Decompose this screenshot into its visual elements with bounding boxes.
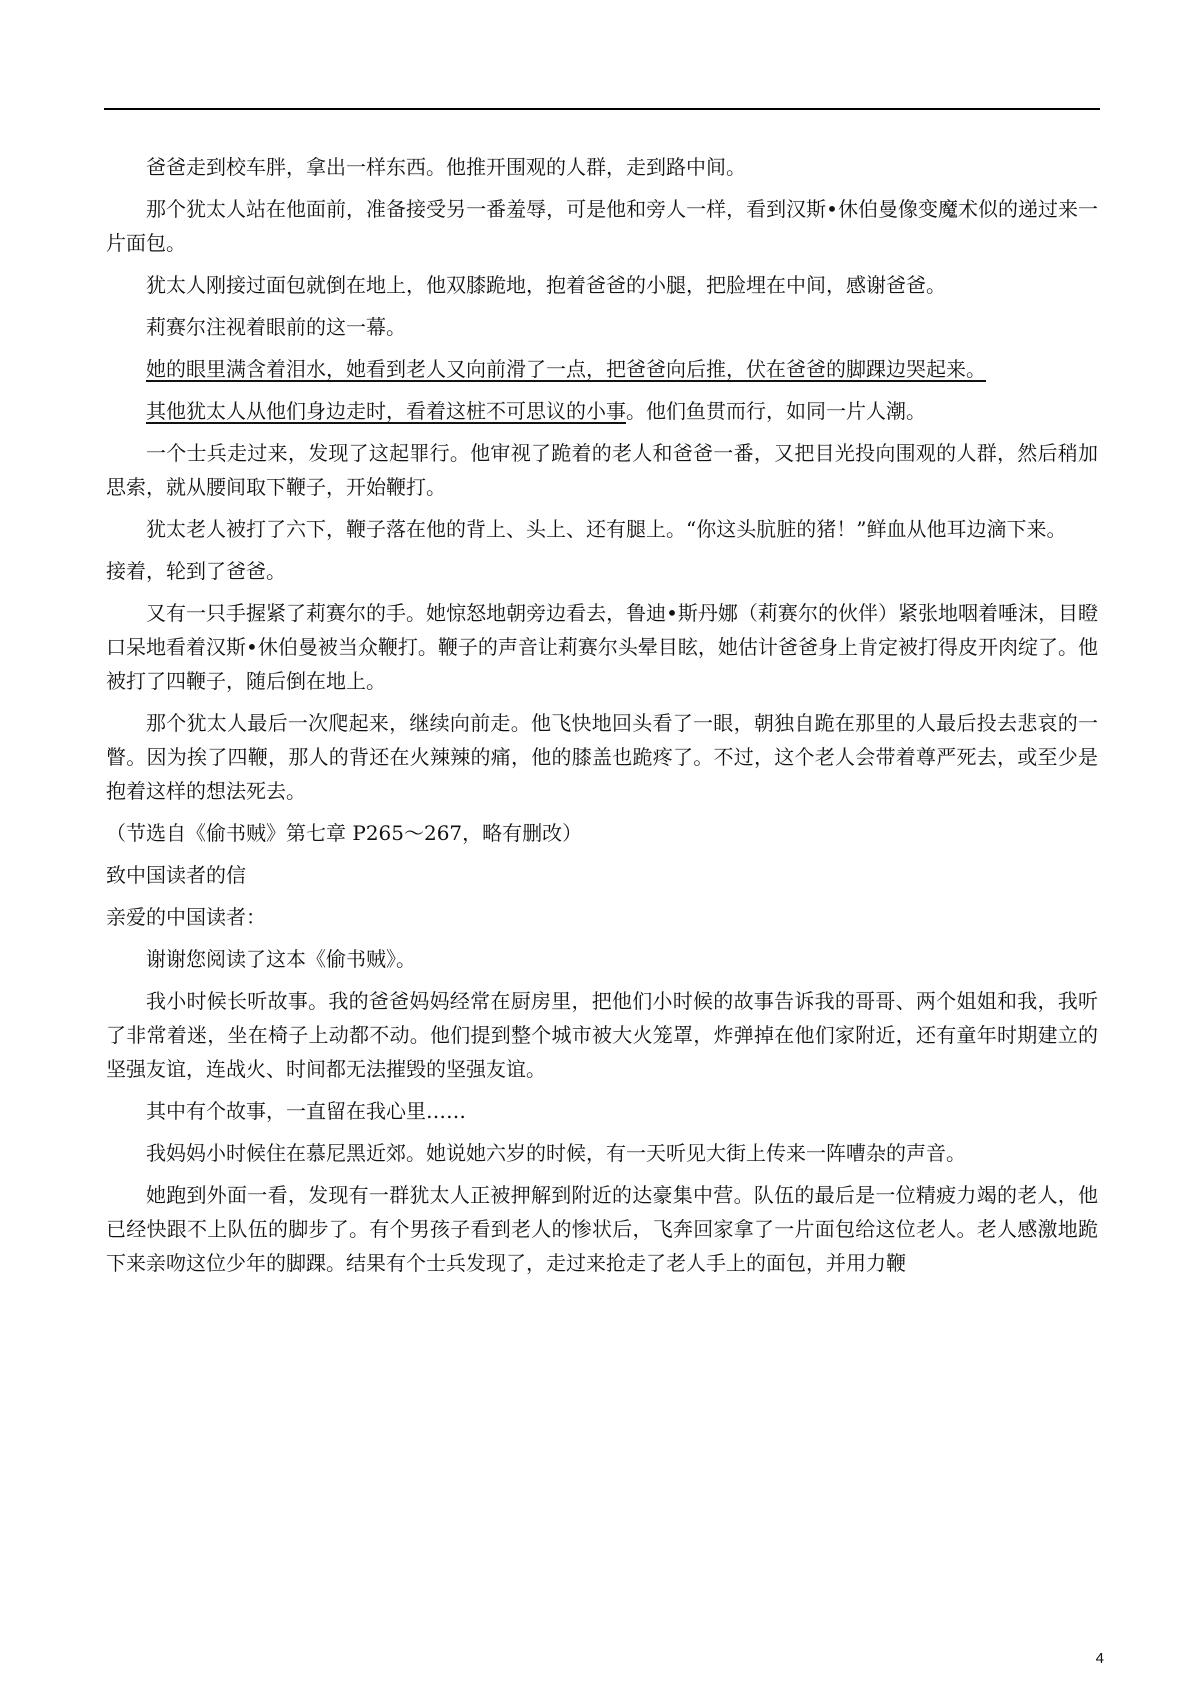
paragraph: 莉赛尔注视着眼前的这一幕。 xyxy=(146,315,406,339)
underlined-paragraph: 她的眼里满含着泪水，她看到老人又向前滑了一点，把爸爸向后推，伏在爸爸的脚踝边哭起来。 xyxy=(146,357,986,381)
paragraph: 我妈妈小时候住在慕尼黑近郊。她说她六岁的时候，有一天听见大街上传来一阵嘈杂的声音。 xyxy=(146,1141,966,1165)
underlined-sentence: 其他犹太人从他们身边走时，看着这桩不可思议的小事 xyxy=(146,399,626,423)
paragraph: 接着，轮到了爸爸。 xyxy=(106,559,286,583)
paragraph: 其中有个故事，一直留在我心里…… xyxy=(146,1099,466,1123)
paragraph: 犹太人刚接过面包就倒在地上，他双膝跪地，抱着爸爸的小腿，把脸埋在中间，感谢爸爸。 xyxy=(146,273,946,297)
paragraph: 一个士兵走过来，发现了这起罪行。他审视了跪着的老人和爸爸一番，又把目光投向围观的人群，然后稍加思索，就从腰间取下鞭子，开始鞭打。 xyxy=(106,441,1098,499)
source-note: （节选自《偷书贼》第七章 P265～267，略有删改） xyxy=(106,821,583,845)
salutation: 亲爱的中国读者： xyxy=(106,905,266,929)
paragraph xyxy=(106,394,1098,428)
paragraph: 又有一只手握紧了莉赛尔的手。她惊怒地朝旁边看去，鲁迪•斯丹娜（莉赛尔的伙伴）紧张地咽着唾沫，目瞪口呆地看着汉斯•休伯曼被当众鞭打。鞭子的声音让莉赛尔头晕目眩，她估计爸爸身上肯定被打得皮开肉绽了。他被打了四鞭子，随后倒在地上。 xyxy=(106,601,1098,693)
paragraph: 爸爸走到校车胖，拿出一样东西。他推开围观的人群，走到路中间。 xyxy=(146,155,746,179)
letter-title: 致中国读者的信 xyxy=(106,863,246,887)
page-number: 4 xyxy=(1095,1650,1104,1667)
paragraph: 那个犹太人最后一次爬起来，继续向前走。他飞快地回头看了一眼，朝独自跪在那里的人最后投去悲哀的一瞥。因为挨了四鞭，那人的背还在火辣辣的痛，他的膝盖也跪疼了。不过，这个老人会带着尊严死去，或至少是抱着这样的想法死去。 xyxy=(106,711,1098,803)
sentence-rest: 。他们鱼贯而行，如同一片人潮。 xyxy=(626,399,926,423)
paragraph: 犹太老人被打了六下，鞭子落在他的背上、头上、还有腿上。“你这头肮脏的猪！”鲜血从他耳边滴下来。 xyxy=(146,517,1067,541)
paragraph: 那个犹太人站在他面前，准备接受另一番羞辱，可是他和旁人一样，看到汉斯•休伯曼像变魔术似的递过来一片面包。 xyxy=(106,197,1098,255)
header-rule xyxy=(104,108,1100,110)
paragraph: 我小时候长听故事。我的爸爸妈妈经常在厨房里，把他们小时候的故事告诉我的哥哥、两个姐姐和我，我听了非常着迷，坐在椅子上动都不动。他们提到整个城市被大火笼罩，炸弹掉在他们家附近，还有童年时期建立的坚强友谊，连战火、时间都无法摧毁的坚强友谊。 xyxy=(106,989,1098,1081)
paragraph: 她跑到外面一看，发现有一群犹太人正被押解到附近的达豪集中营。队伍的最后是一位精疲力竭的老人，他已经快跟不上队伍的脚步了。有个男孩子看到老人的惨状后，飞奔回家拿了一片面包给这位老人。老人感激地跪下来亲吻这位少年的脚踝。结果有个士兵发现了，走过来抢走了老人手上的面包，并用力鞭 xyxy=(106,1183,1098,1275)
body-text xyxy=(106,150,1098,1288)
paragraph: 谢谢您阅读了这本《偷书贼》。 xyxy=(146,947,416,971)
